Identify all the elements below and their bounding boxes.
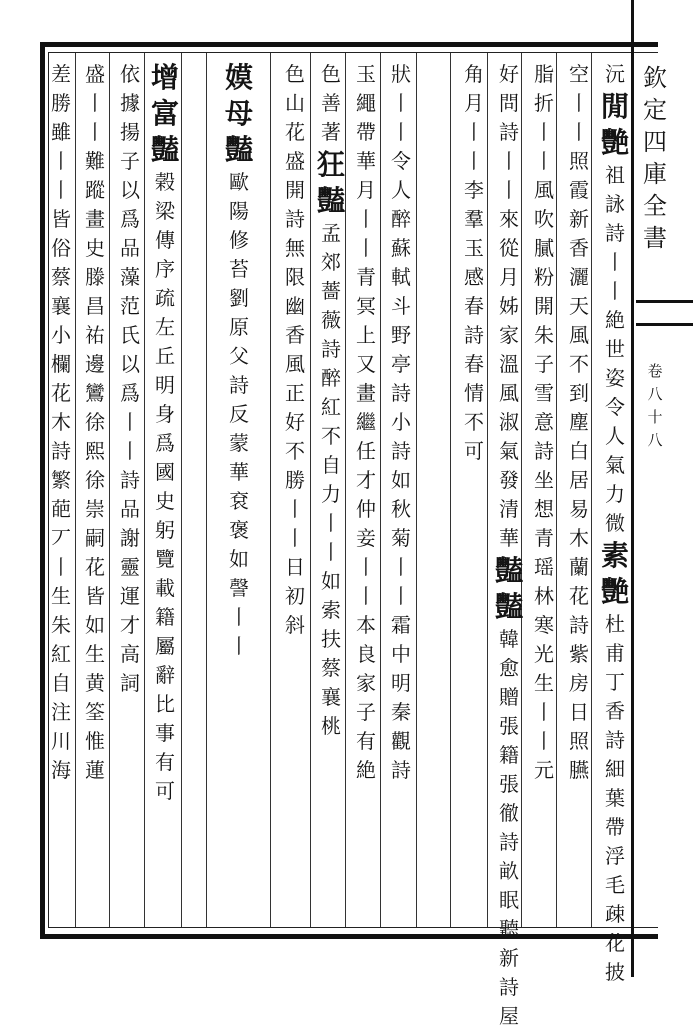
entry-text: 依 據 揚 子 以 爲 品 藻 范 氏 以 爲 丨 丨 詩 品 謝 靈 運 才 高 詞 bbox=[120, 62, 140, 695]
text-column bbox=[44, 60, 78, 785]
text-column bbox=[562, 60, 596, 785]
entry-heading: 閒 艷 bbox=[600, 90, 629, 159]
margin-book-title: 欽 定 四 庫 全 書 bbox=[643, 64, 667, 252]
entry-heading: 增 富 豔 bbox=[150, 61, 179, 166]
entry-text: 空 丨 丨 bbox=[569, 62, 589, 144]
entry-text: 色 山 bbox=[285, 62, 305, 115]
column-divider bbox=[206, 53, 207, 927]
entry-text: 好 問 詩 丨 丨 來 從 月 姊 家 溫 風 淑 氣 發 清 華 bbox=[499, 62, 519, 550]
text-column bbox=[527, 60, 561, 785]
entry-text: 玉 繩 帶 華 月 丨 丨 青 冥 上 又 畫 繼 任 才 仲 妾 丨 丨 本 良 家 子 有 絶 bbox=[356, 62, 376, 782]
entry-heading: 豔 豔 bbox=[494, 554, 523, 623]
text-column bbox=[598, 60, 632, 987]
frame-border-bottom bbox=[40, 934, 658, 939]
entry-text: 脂 折 丨 丨 風 吹 膩 粉 開 朱 子 雪 意 詩 坐 想 青 瑶 林 寒 光 生 丨 丨 元 bbox=[534, 62, 554, 782]
entry-text: 狀 丨 丨 令 人 醉 蘇 軾 斗 野 亭 詩 小 詩 如 秋 菊 丨 丨 霜 中 明 秦 觀 詩 bbox=[391, 62, 411, 782]
margin-volume-number: 卷 八 十 八 bbox=[647, 362, 663, 449]
entry-text: 色 善 著 bbox=[321, 62, 341, 144]
text-column bbox=[457, 60, 491, 466]
text-column bbox=[78, 60, 112, 785]
entry-text: 孟 郊 薔 薇 詩 醉 紅 不 自 力 丨 丨 如 索 扶 蔡 襄 桃 bbox=[321, 221, 341, 738]
frame-inner-bottom bbox=[48, 927, 658, 928]
text-column bbox=[278, 60, 312, 640]
text-column bbox=[384, 60, 418, 785]
entry-text: 照 霞 新 香 灑 天 風 不 到 塵 白 居 易 木 蘭 花 詩 紫 房 日 照 臙 bbox=[569, 149, 589, 782]
text-column bbox=[148, 60, 182, 806]
text-column bbox=[113, 60, 147, 698]
text-column bbox=[492, 60, 526, 1031]
frame-border-top bbox=[40, 42, 658, 47]
text-column bbox=[222, 60, 256, 661]
column-divider bbox=[450, 53, 451, 927]
entry-text: 杜 甫 丁 香 詩 細 葉 帶 浮 毛 疎 花 披 bbox=[605, 612, 625, 984]
entry-heading: 嫫 母 豔 bbox=[224, 61, 253, 166]
entry-text: 沅 bbox=[605, 62, 625, 86]
text-column bbox=[314, 60, 348, 741]
entry-text: 差 勝 雖 丨 丨 皆 俗 蔡 襄 小 欄 花 木 詩 繁 葩 丆 丨 生 朱 紅 自 注 川 海 bbox=[51, 62, 71, 782]
entry-heading: 狂 豔 bbox=[316, 148, 345, 217]
frame-inner-top bbox=[48, 52, 658, 53]
column-divider bbox=[270, 53, 271, 927]
text-column bbox=[349, 60, 383, 785]
fishtail-mark bbox=[636, 300, 693, 326]
entry-text: 祖 詠 詩 丨 丨 絶 世 姿 令 人 氣 力 微 bbox=[605, 163, 625, 535]
entry-text: 角 月 丨 丨 李 羣 玉 感 春 詩 春 情 不 可 bbox=[464, 62, 484, 463]
entry-text: 花 盛 開 詩 無 限 幽 香 風 正 好 不 勝 丨 丨 日 初 斜 bbox=[285, 120, 305, 637]
entry-text: 歐 陽 修 苔 劉 原 父 詩 反 蒙 華 袞 褒 如 謦 丨 丨 bbox=[229, 170, 249, 658]
entry-text: 盛 丨 丨 難 蹤 畫 史 滕 昌 祐 邊 鸞 徐 熙 徐 崇 嗣 花 皆 如 生 黄 筌 惟 蓮 bbox=[85, 62, 105, 782]
entry-text: 韓 愈 贈 張 籍 張 徹 詩 畝 眠 聽 新 詩 屋 bbox=[499, 627, 519, 1028]
entry-heading: 素 艷 bbox=[600, 539, 629, 608]
entry-text: 榖 梁 傳 序 疏 左 丘 明 身 爲 國 史 躬 覽 載 籍 屬 辭 比 事 有 可 bbox=[155, 170, 175, 803]
